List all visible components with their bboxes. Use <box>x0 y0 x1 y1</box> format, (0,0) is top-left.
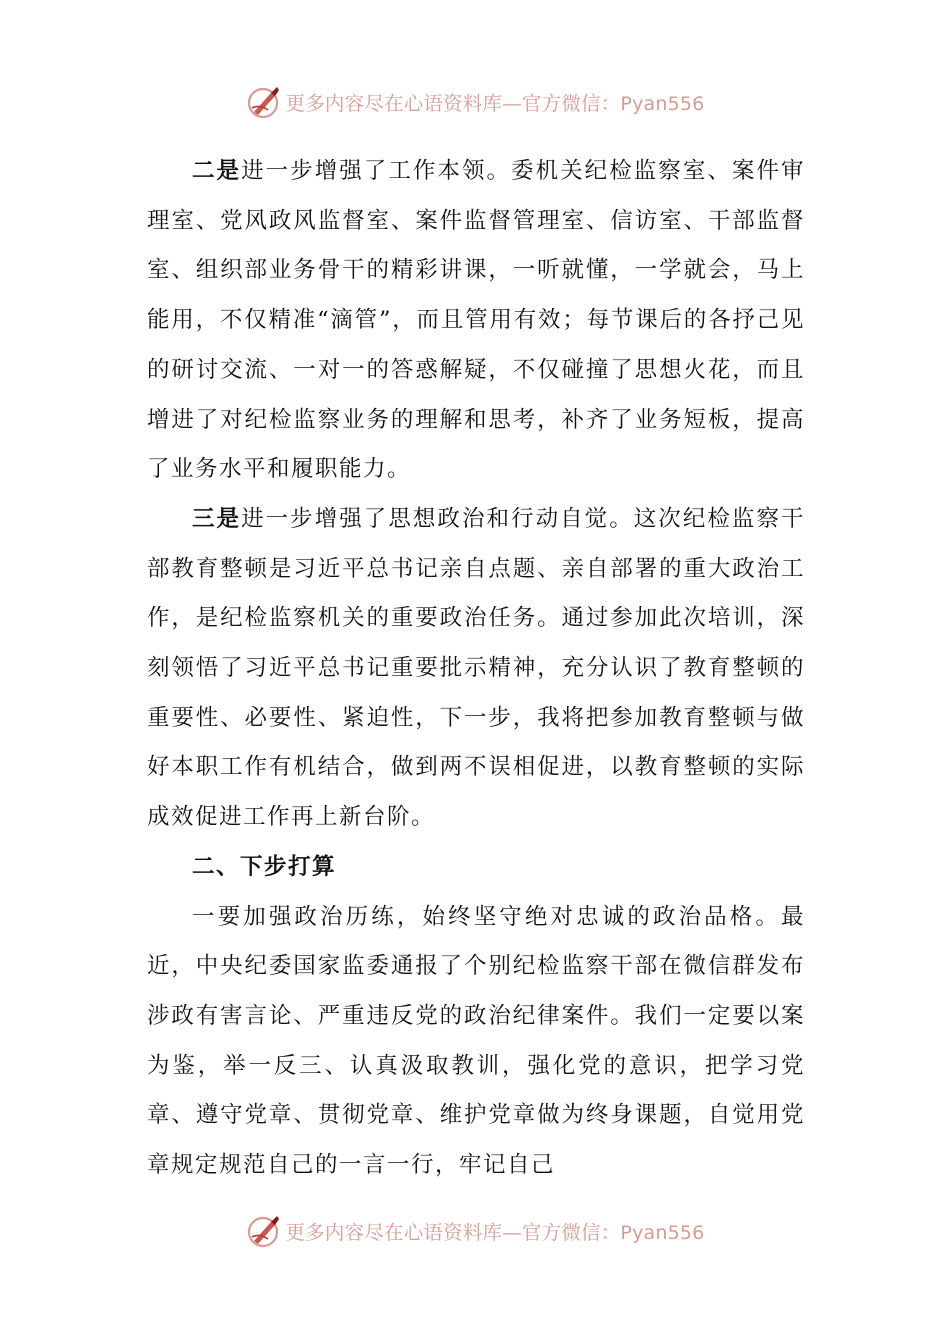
pen-logo-icon <box>246 84 282 120</box>
footer-watermark <box>0 1209 950 1253</box>
section-heading: 二、下步打算 <box>192 853 337 880</box>
header-watermark <box>0 80 950 124</box>
watermark-text: 更多内容尽在心语资料库—官方微信：Pyan556 <box>285 1221 705 1244</box>
paragraph-3 <box>147 893 805 1191</box>
pen-logo-icon <box>246 1213 282 1249</box>
paragraph-1 <box>147 147 805 495</box>
watermark-text: 更多内容尽在心语资料库—官方微信：Pyan556 <box>285 92 705 115</box>
paragraph-2-lead: 三是 <box>192 505 242 532</box>
paragraph-2-text: 进一步增强了思想政治和行动自觉。这次纪检监察干部教育整顿是习近平总书记亲自点题、亲自部署的重大政治工作，是纪检监察机关的重要政治任务。通过参加此次培训，深刻领悟了习近平总书记重要批示精神，充分认识了教育整顿的重要性、必要性、紧迫性，下一步，我将把参加教育整顿与做好本职工作有机结合，做到两不误相促进，以教育整顿的实际成效促进工作再上新台阶。 <box>147 505 805 831</box>
paragraph-1-text: 进一步增强了工作本领。委机关纪检监察室、案件审理室、党风政风监督室、案件监督管理室、信访室、干部监督室、组织部业务骨干的精彩讲课，一听就懂，一学就会，马上能用，不仅精准“滴管”，而且管用有效；每节课后的各抒己见的研讨交流、一对一的答惑解疑，不仅碰撞了思想火花，而且增进了对纪检监察业务的理解和思考，补齐了业务短板，提高了业务水平和履职能力。 <box>147 158 805 483</box>
paragraph-1-lead: 二是 <box>192 158 242 184</box>
paragraph-2 <box>147 495 805 843</box>
document-body <box>147 147 805 1191</box>
paragraph-3-text: 一要加强政治历练，始终坚守绝对忠诚的政治品格。最近，中央纪委国家监委通报了个别纪检监察干部在微信群发布涉政有害言论、严重违反党的政治纪律案件。我们一定要以案为鉴，举一反三、认真汲取教训，强化党的意识，把学习党章、遵守党章、贯彻党章、维护党章做为终身课题，自觉用党章规定规范自己的一言一行，牢记自己 <box>147 903 805 1179</box>
